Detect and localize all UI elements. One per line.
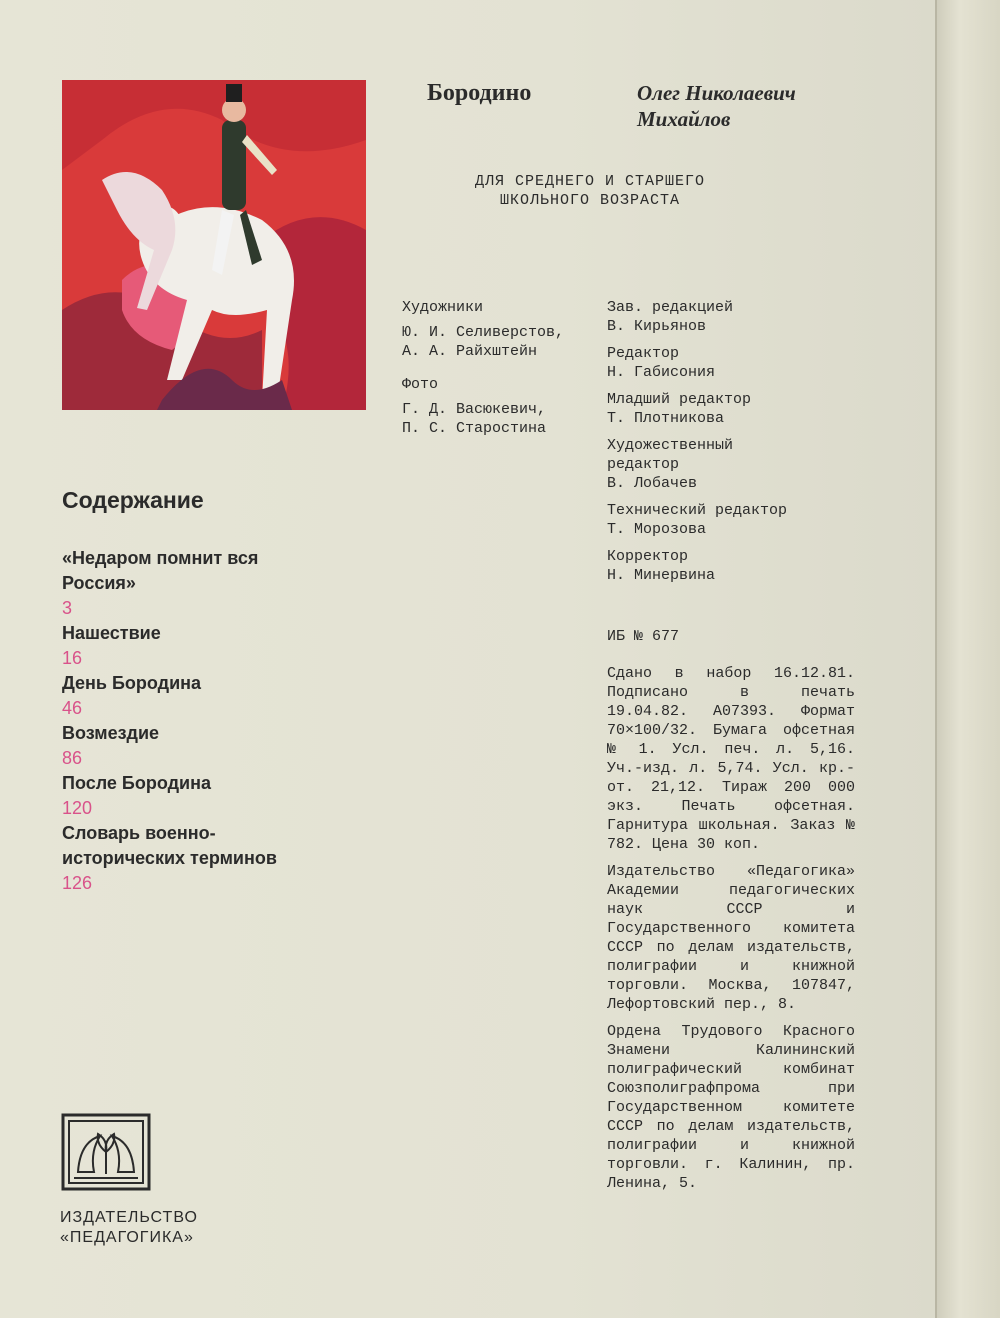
toc-entry [62, 671, 382, 721]
toc-entry-title: «Недаром помнит вся Россия» [62, 548, 259, 593]
credit-role: редактор [607, 456, 680, 473]
publisher-name [60, 1208, 198, 1248]
cover-illustration [62, 80, 366, 410]
credit-role: Корректор [607, 548, 689, 565]
credit-role: Технический редактор [607, 502, 788, 519]
credit-name: В. Лобачев [607, 475, 698, 492]
toc-entry [62, 771, 382, 821]
credit-name: Ю. И. Селиверстов, [402, 324, 565, 341]
toc-entry-title: Нашествие [62, 623, 161, 643]
horseman-illustration [62, 80, 366, 410]
toc-entry [62, 621, 382, 671]
toc-entry-title: Словарь военно-исторических терминов [62, 823, 277, 868]
author-name [637, 80, 796, 132]
credit-editor-in-chief [607, 298, 837, 336]
imprint-block [607, 627, 855, 1201]
toc-entry-title: После Бородина [62, 773, 211, 793]
toc-entry-page: 120 [62, 798, 93, 818]
credit-editor [607, 344, 837, 382]
pedagogika-logo-icon [60, 1112, 152, 1192]
toc-entry-page: 3 [62, 598, 73, 618]
credit-name: Т. Плотникова [607, 410, 725, 427]
publisher-line-1: ИЗДАТЕЛЬСТВО [60, 1209, 198, 1226]
credit-label: Фото [402, 376, 439, 393]
book-title: Бородино [427, 80, 532, 106]
credit-role: Младший редактор [607, 391, 752, 408]
age-group-label [420, 172, 760, 210]
publisher-line-2: «ПЕДАГОГИКА» [60, 1229, 194, 1246]
credit-technical-editor [607, 501, 837, 539]
imprint-publisher-address: Издательство «Педагогика» Академии педагогических наук СССР и Государственного комитета СССР по делам издательств, полиграфии и книжной торговли. Москва, 107847, Лефортовский пер., 8. [607, 863, 855, 1013]
contents-heading: Содержание [62, 487, 204, 513]
credit-proofreader [607, 547, 837, 585]
toc-entry-title: Возмездие [62, 723, 160, 743]
toc-entry-page: 16 [62, 648, 83, 668]
credit-junior-editor [607, 390, 837, 428]
publisher-logo [60, 1112, 152, 1192]
credit-role: Редактор [607, 345, 680, 362]
credit-label: Художники [402, 299, 484, 316]
credit-group-photo [402, 375, 602, 438]
credit-name: Г. Д. Васюкевич, [402, 401, 547, 418]
age-group-line-1: ДЛЯ СРЕДНЕГО И СТАРШЕГО [474, 173, 706, 190]
author-surname: Михайлов [637, 107, 731, 131]
toc-entry-title: День Бородина [62, 673, 202, 693]
credit-art-editor [607, 436, 837, 493]
credit-name: В. Кирьянов [607, 318, 707, 335]
toc-entry-page: 46 [62, 698, 83, 718]
illustrator-credits [402, 298, 602, 452]
credit-name: Н. Минервина [607, 567, 716, 584]
toc-entry-page: 86 [62, 748, 83, 768]
credit-name: П. С. Старостина [402, 420, 547, 437]
credit-name: Н. Габисония [607, 364, 716, 381]
credit-group-artists [402, 298, 602, 361]
table-of-contents [62, 546, 382, 896]
editorial-credits [607, 298, 837, 593]
toc-entry [62, 721, 382, 771]
credit-name: Т. Морозова [607, 521, 707, 538]
imprint-print-details: Сдано в набор 16.12.81. Подписано в печать 19.04.82. А07393. Формат 70×100/32. Бумага офсетная № 1. Усл. печ. л. 5,16. Уч.-изд. л. 5,74. Усл. кр.-от. 21,12. Тираж 200 000 экз. Печать офсетная. Гарнитура школьная. Заказ № 782. Цена 30 коп. [607, 665, 855, 853]
imprint-printer-address: Ордена Трудового Красного Знамени Калининский полиграфический комбинат Союзполиграфпрома при Государственном комитете СССР по делам издательств, полиграфии и книжной торговли. г. Калинин, пр. Ленина, 5. [607, 1023, 855, 1192]
toc-entry-page: 126 [62, 873, 93, 893]
book-spine [935, 0, 1000, 1318]
credit-role: Художественный [607, 437, 734, 454]
imprint-ib-number: ИБ № 677 [607, 628, 680, 645]
age-group-line-2: ШКОЛЬНОГО ВОЗРАСТА [499, 192, 681, 209]
credit-role: Зав. редакцией [607, 299, 734, 316]
author-first-names: Олег Николаевич [637, 81, 796, 105]
toc-entry [62, 546, 382, 621]
credit-name: А. А. Райхштейн [402, 343, 538, 360]
toc-entry [62, 821, 382, 896]
